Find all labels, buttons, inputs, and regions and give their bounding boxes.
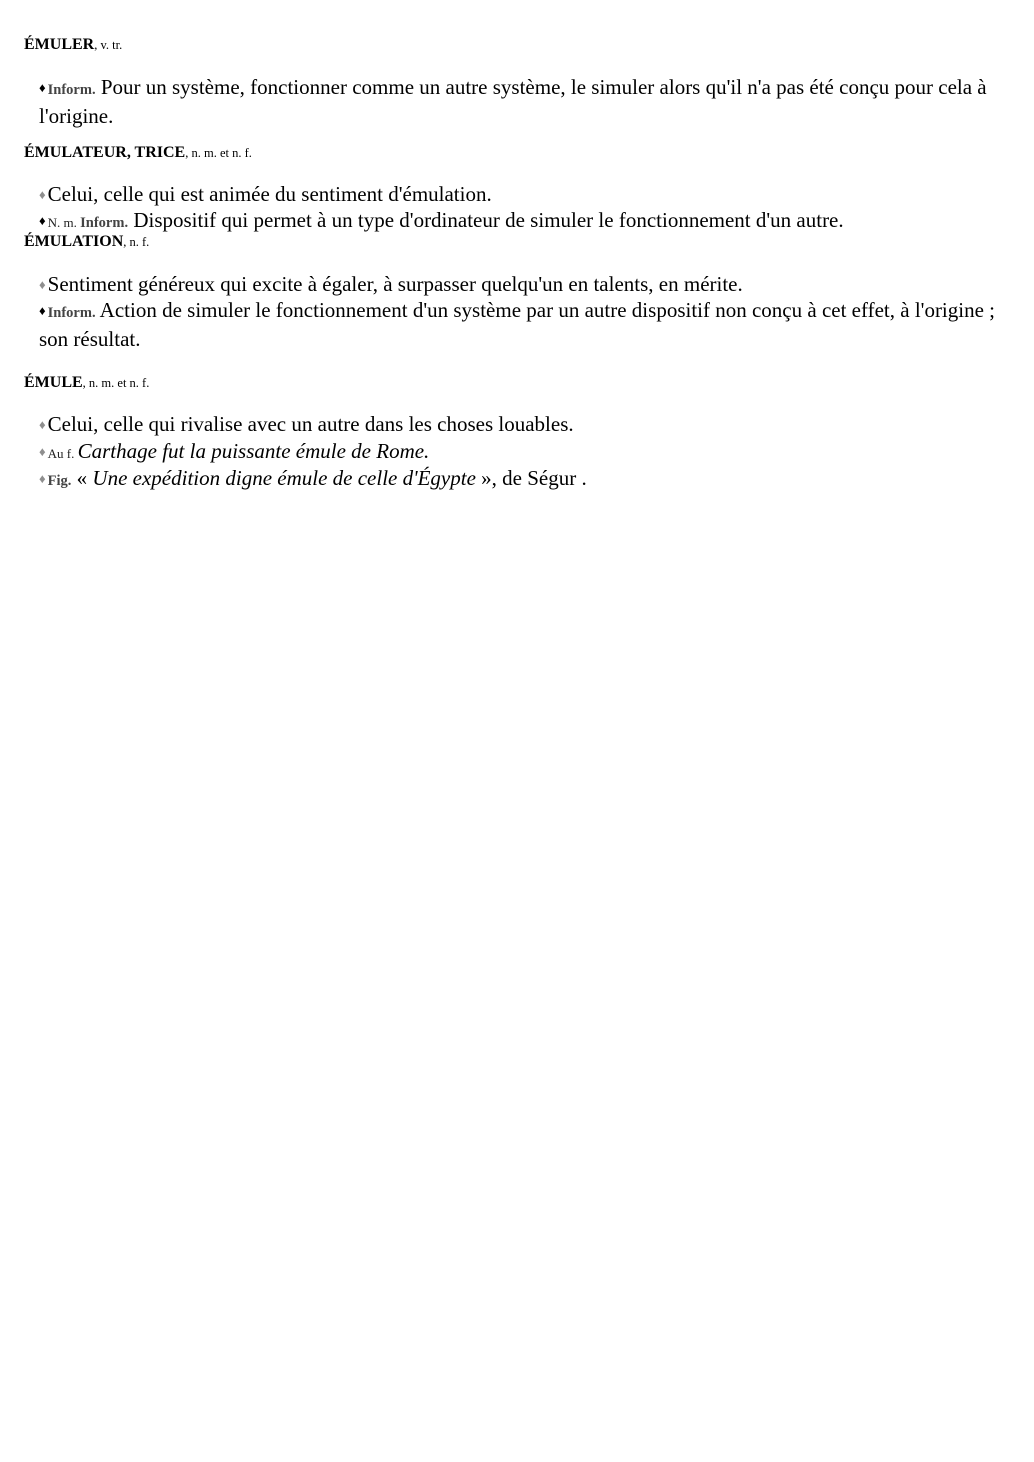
sense-emule-1	[39, 411, 999, 438]
quote-attribution: », de Ségur .	[475, 466, 587, 490]
sense-emulation-2	[39, 297, 999, 352]
grammar-label: , n. f.	[123, 235, 150, 249]
headword: ÉMULATEUR, TRICE	[24, 144, 186, 161]
usage-label: Au f.	[47, 446, 78, 461]
grammar-label: , v. tr.	[94, 38, 123, 52]
sense-emule-2	[39, 438, 999, 467]
example-text: Carthage fut la puissante émule de Rome.	[77, 439, 430, 463]
definition-text: Pour un système, fonctionner comme un autre système, le simuler alors qu'il n'a pas été conçu pour cela à l'origine.	[39, 75, 987, 128]
entry-emule-header	[24, 375, 149, 391]
grey-diamond-icon: ♦	[39, 187, 46, 202]
definition-text: Dispositif qui permet à un type d'ordinateur de simuler le fonctionnement d'un autre.	[128, 208, 844, 232]
sense-emuler-1	[39, 74, 999, 129]
headword: ÉMULE	[24, 374, 83, 391]
domain-label: Inform.	[47, 82, 96, 98]
grey-diamond-icon: ♦	[39, 417, 46, 432]
headword: ÉMULATION	[24, 233, 124, 250]
example-quote: Une expédition digne émule de celle d'Égypte	[92, 466, 476, 490]
domain-label: Inform.	[80, 215, 129, 231]
grammar-label: , n. m. et n. f.	[185, 146, 252, 160]
black-diamond-icon: ♦	[39, 213, 46, 228]
grey-diamond-icon: ♦	[39, 277, 46, 292]
definition-text: Action de simuler le fonctionnement d'un système par un autre dispositif non conçu à cet effet, à l'origine ; son résultat.	[39, 298, 996, 351]
quote-open: «	[71, 466, 93, 490]
definition-text: Celui, celle qui rivalise avec un autre dans les choses louables.	[47, 412, 574, 436]
domain-label: Inform.	[47, 305, 96, 321]
domain-label: Fig.	[47, 473, 72, 489]
definition-text: Celui, celle qui est animée du sentiment d'émulation.	[47, 182, 492, 206]
usage-label: N. m.	[47, 215, 81, 230]
grey-diamond-icon: ♦	[39, 471, 46, 486]
headword: ÉMULER	[24, 36, 95, 53]
sense-emule-3	[39, 465, 999, 494]
black-diamond-icon: ♦	[39, 80, 46, 95]
entry-emuler-header	[24, 37, 122, 53]
grey-diamond-icon: ♦	[39, 444, 46, 459]
definition-text: Sentiment généreux qui excite à égaler, à surpasser quelqu'un en talents, en mérite.	[47, 272, 743, 296]
sense-emulation-1	[39, 271, 999, 298]
sense-emulateur-1	[39, 181, 999, 208]
entry-emulation-header	[24, 234, 149, 250]
black-diamond-icon: ♦	[39, 303, 46, 318]
grammar-label: , n. m. et n. f.	[82, 376, 150, 390]
sense-emulateur-2	[39, 207, 999, 236]
entry-emulateur-header	[24, 145, 252, 161]
